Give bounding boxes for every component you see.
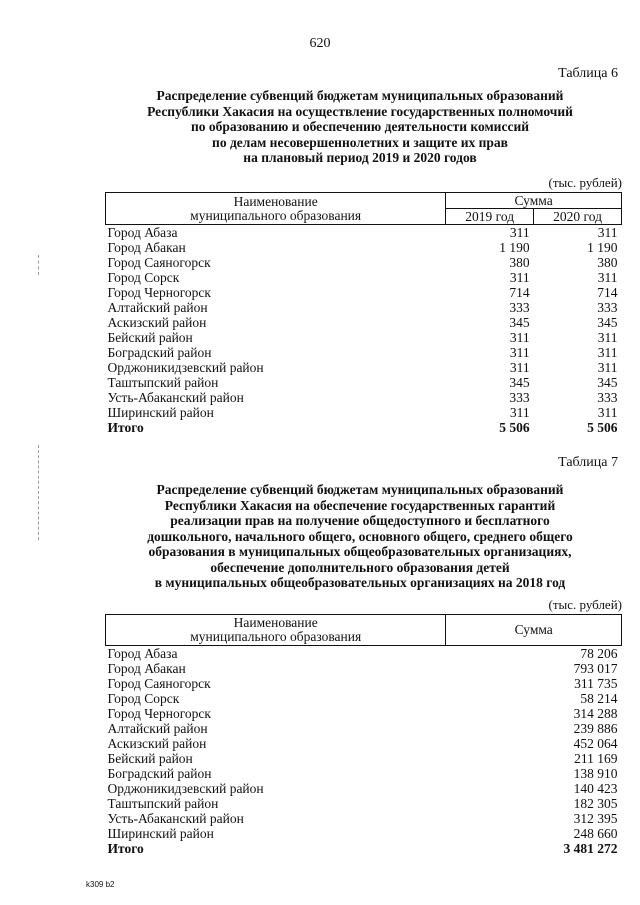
row-value-2020: 1 190	[587, 240, 618, 255]
row-name: Усть-Абаканский район	[107, 390, 244, 405]
table-row	[106, 360, 622, 375]
row-name: Ширинский район	[107, 405, 214, 420]
row-value-2020: 311	[597, 330, 618, 345]
row-value: 314 288	[573, 706, 618, 721]
table-row	[106, 240, 622, 255]
title-line: дошкольного, начального общего, основного общего, среднего общего	[147, 528, 573, 544]
row-name: Таштыпский район	[107, 375, 219, 390]
total-value-2020: 5 506	[587, 420, 618, 435]
row-name: Город Сорск	[107, 691, 180, 706]
margin-mark	[38, 255, 40, 275]
total-label: Итого	[107, 841, 144, 856]
title-line: Распределение субвенций бюджетам муниципальных образований	[156, 482, 564, 497]
table-row	[106, 285, 622, 300]
row-value-2020: 380	[597, 255, 618, 270]
header-name-line2: муниципального образования	[190, 629, 362, 644]
title-line: Республики Хакасия на осуществление государственных полномочий	[147, 103, 573, 119]
table-row	[106, 345, 622, 360]
table-row	[106, 315, 622, 330]
table6-header-name	[106, 193, 446, 225]
row-value-2019: 714	[509, 285, 530, 300]
row-name: Алтайский район	[107, 721, 208, 736]
row-value-2019: 345	[509, 375, 530, 390]
row-value: 182 305	[573, 796, 618, 811]
title-line: обеспечение дополнительного образования детей	[210, 559, 510, 575]
row-value-2019: 311	[509, 345, 530, 360]
margin-mark	[38, 445, 40, 540]
row-value-2019: 333	[509, 300, 530, 315]
row-value-2020: 311	[597, 225, 618, 240]
row-value-2020: 345	[597, 375, 618, 390]
title-line: реализации прав на получение общедоступного и бесплатного	[170, 513, 550, 528]
row-name: Бейский район	[107, 330, 193, 345]
table-row	[106, 721, 622, 736]
title-line: Распределение субвенций бюджетам муниципальных образований	[156, 88, 564, 103]
table-row	[106, 270, 622, 285]
table-row	[106, 375, 622, 390]
total-value: 3 481 272	[563, 841, 618, 856]
row-name: Бейский район	[107, 751, 193, 766]
row-value-2019: 311	[509, 405, 530, 420]
table-row	[106, 751, 622, 766]
row-value: 312 395	[573, 811, 618, 826]
row-value-2019: 345	[509, 315, 530, 330]
table6	[105, 192, 622, 435]
row-value-2020: 311	[597, 345, 618, 360]
row-value-2019: 333	[509, 390, 530, 405]
row-value-2020: 345	[597, 315, 618, 330]
row-name: Таштыпский район	[107, 796, 219, 811]
table6-header-sum: Сумма	[446, 193, 622, 209]
row-name: Город Саяногорск	[107, 676, 211, 691]
title-line: в муниципальных общеобразовательных организациях на 2018 год	[154, 575, 566, 590]
table6-header-2019: 2019 год	[446, 209, 534, 225]
table-row	[106, 661, 622, 676]
title-line: на плановый период 2019 и 2020 годов	[243, 150, 477, 165]
page-number: 620	[309, 36, 331, 51]
row-value-2020: 333	[597, 300, 618, 315]
row-name: Алтайский район	[107, 300, 208, 315]
row-name: Город Черногорск	[107, 285, 211, 300]
row-name: Город Черногорск	[107, 706, 211, 721]
table7-title	[95, 482, 625, 591]
table6-title	[95, 88, 625, 166]
title-line: по образованию и обеспечению деятельности комиссий	[191, 119, 529, 134]
table-row	[106, 781, 622, 796]
table-row	[106, 796, 622, 811]
header-name-line1: Наименование	[233, 193, 318, 209]
table-row	[106, 736, 622, 751]
row-value: 793 017	[573, 661, 618, 676]
table7-header-sum: Сумма	[446, 615, 622, 646]
row-value-2019: 1 190	[499, 240, 530, 255]
row-name: Боградский район	[107, 766, 212, 781]
row-name: Город Абаза	[107, 646, 178, 661]
table-row	[106, 405, 622, 420]
table-row	[106, 330, 622, 345]
row-name: Город Абакан	[107, 661, 186, 676]
table-row	[106, 706, 622, 721]
table6-label: Таблица 6	[558, 66, 618, 81]
row-name: Ширинский район	[107, 826, 214, 841]
row-value: 211 169	[574, 751, 618, 766]
header-name-line2: муниципального образования	[190, 207, 362, 223]
row-name: Усть-Абаканский район	[107, 811, 244, 826]
title-line: по делам несовершеннолетних и защите их прав	[212, 134, 508, 150]
header-name-line1: Наименование	[233, 615, 318, 630]
table-row	[106, 255, 622, 270]
table-row	[106, 826, 622, 841]
table7-units: (тыс. рублей)	[548, 597, 622, 612]
title-line: Республики Хакасия на обеспечение государственных гарантий	[164, 497, 556, 513]
row-name: Город Сорск	[107, 270, 180, 285]
row-value-2020: 714	[597, 285, 618, 300]
table-row	[106, 691, 622, 706]
row-value-2019: 311	[509, 360, 530, 375]
table-row	[106, 225, 622, 241]
row-name: Аскизский район	[107, 315, 207, 330]
title-line: образования в муниципальных общеобразовательных организациях,	[148, 544, 572, 559]
row-value: 138 910	[573, 766, 618, 781]
row-value-2020: 311	[597, 405, 618, 420]
table-row	[106, 811, 622, 826]
row-value-2020: 333	[597, 390, 618, 405]
table-row	[106, 676, 622, 691]
table-row	[106, 646, 622, 662]
row-name: Орджоникидзевский район	[107, 360, 264, 375]
row-value-2019: 311	[509, 270, 530, 285]
table-row	[106, 766, 622, 781]
table-row	[106, 300, 622, 315]
row-value-2020: 311	[597, 270, 618, 285]
table7	[105, 614, 622, 856]
row-name: Аскизский район	[107, 736, 207, 751]
row-value-2019: 311	[509, 225, 530, 240]
row-value: 239 886	[573, 721, 618, 736]
table7-label: Таблица 7	[558, 455, 618, 470]
total-value-2019: 5 506	[499, 420, 530, 435]
row-value-2019: 311	[509, 330, 530, 345]
footer-code: k309 b2	[86, 880, 115, 889]
table-row	[106, 390, 622, 405]
row-value: 58 214	[580, 691, 618, 706]
row-value: 78 206	[580, 646, 618, 661]
table7-header-name	[106, 615, 446, 646]
row-name: Город Абаза	[107, 225, 178, 240]
row-name: Боградский район	[107, 345, 212, 360]
row-value: 248 660	[573, 826, 618, 841]
table6-header-2020: 2020 год	[534, 209, 622, 225]
total-row	[106, 420, 622, 435]
row-value: 311 735	[574, 676, 618, 691]
row-value-2020: 311	[597, 360, 618, 375]
total-label: Итого	[107, 420, 144, 435]
total-row	[106, 841, 622, 856]
row-name: Город Саяногорск	[107, 255, 211, 270]
row-name: Орджоникидзевский район	[107, 781, 264, 796]
row-value-2019: 380	[509, 255, 530, 270]
row-value: 140 423	[573, 781, 618, 796]
row-name: Город Абакан	[107, 240, 186, 255]
table6-units: (тыс. рублей)	[548, 175, 622, 190]
row-value: 452 064	[573, 736, 618, 751]
